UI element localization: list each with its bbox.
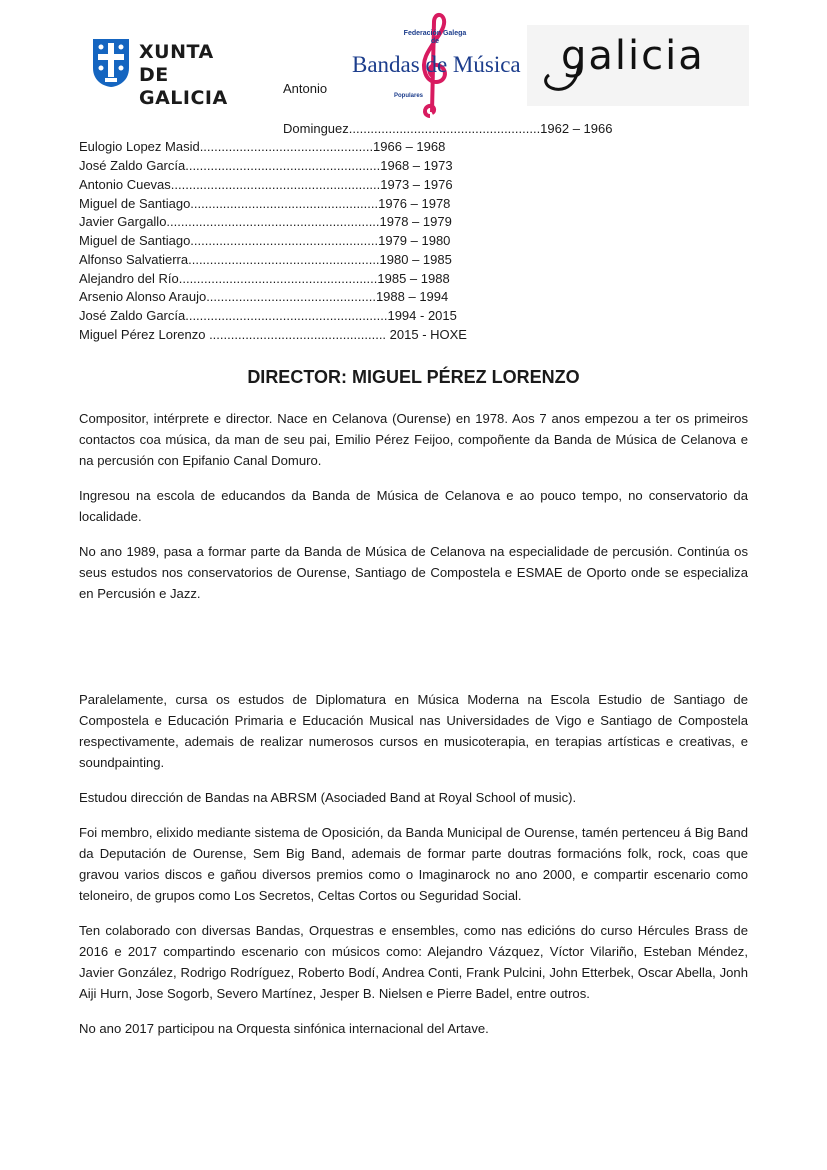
list-item: Miguel de Santiago....................................................1976 – 1978 — [79, 196, 451, 211]
list-item: Miguel Pérez Lorenzo ................................................. 2015 - HOXE — [79, 327, 467, 342]
bandas-federacion-text: Federación Galega de — [403, 30, 467, 45]
list-item: José Zaldo García........................................................1994 - 2015 — [79, 308, 457, 323]
paragraph: No ano 2017 participou na Orquesta sinfónica internacional del Artave. — [79, 1021, 489, 1036]
bandas-de-musica-logo — [350, 12, 521, 118]
list-item: Javier Gargallo...........................................................1978 – 1979 — [79, 214, 452, 229]
paragraph: Compositor, intérprete e director. Nace en Celanova (Ourense) en 1978. Aos 7 anos empezou a ter os primeiros contactos coa música, da man de seu pai, Emilio Pérez Feijoo, compoñente da Banda de Música de Celanova e na percusión con Epifanio Canal Domuro. — [79, 411, 748, 468]
list-item: Arsenio Alonso Araujo...............................................1988 – 1994 — [79, 289, 449, 304]
paragraph: Ingresou na escola de educandos da Banda de Música de Celanova e ao pouco tempo, no conservatorio da localidade. — [79, 488, 748, 524]
list-item: José Zaldo García......................................................1968 – 1973 — [79, 158, 453, 173]
list-item: Antonio — [283, 81, 328, 96]
xunta-line1: XUNTA — [139, 41, 214, 63]
list-item: Miguel de Santiago....................................................1979 – 1980 — [79, 233, 451, 248]
bandas-name-text: Bandas de Música — [352, 52, 521, 77]
list-item: Eulogio Lopez Masid................................................1966 – 1968 — [79, 139, 446, 154]
list-item: Alejandro del Río.......................................................1985 – 1988 — [79, 271, 450, 286]
bandas-populares-text: Populares — [394, 93, 424, 99]
xunta-shield-icon — [92, 38, 130, 88]
section-title: DIRECTOR: MIGUEL PÉREZ LORENZO — [247, 367, 580, 387]
xunta-line2: DE GALICIA — [139, 64, 228, 109]
galicia-logo-text: galicia — [561, 33, 705, 79]
galicia-logo — [527, 25, 749, 106]
paragraph: No ano 1989, pasa a formar parte da Banda de Música de Celanova na especialidade de percusión. Continúa os seus estudos nos conservatorios de Ourense, Santiago de Compostela e ESMAE de Oporto onde se especializa en Percusión e Jazz. — [79, 544, 748, 601]
list-item: Dominguez.....................................................1962 – 1966 — [283, 121, 613, 136]
paragraph: Estudou dirección de Bandas na ABRSM (Asociaded Band at Royal School of music). — [79, 790, 577, 805]
list-item: Antonio Cuevas..........................................................1973 – 1976 — [79, 177, 453, 192]
list-item: Alfonso Salvatierra.....................................................1980 – 1985 — [79, 252, 452, 267]
paragraph: Ten colaborado con diversas Bandas, Orquestras e ensembles, como nas edicións do curso Hércules Brass de 2016 e 2017 compartindo escenario con músicos como: Alejandro Vázquez, Víctor Vilariño, Esteban Méndez, Javier González, Rodrigo Rodríguez, Roberto Bodí, Andrea Conti, Frank Pulcini, John Etterbek, Oscar Abella, Jonh Aiji Hurn, Jose Sogorb, Severo Martínez, Jesper B. Nielsen e Pierre Badel, entre outros. — [79, 923, 748, 1001]
paragraph: Foi membro, elixido mediante sistema de Oposición, da Banda Municipal de Ourense, tamén pertenceu á Big Band da Deputación de Ourense, Sem Big Band, ademais de formar parte doutras formacións folk, rock, coas que gravou varios discos e gañou diversos premios como o Imaginarock no ano 2000, e compartir escenario como teloneiro, de grupos como Los Secretos, Celtas Cortos ou Seguridad Social. — [79, 825, 748, 903]
paragraph: Paralelamente, cursa os estudos de Diplomatura en Música Moderna na Escola Estudio de Santiago de Compostela e Educación Primaria e Educación Musical nas Universidades de Vigo e Santiago de Compostela respectivamente, ademais de realizar numerosos cursos en musicoterapia, en terapias artísticas e creativas, e soundpainting. — [79, 692, 748, 770]
xunta-de-galicia-logo — [92, 38, 252, 109]
xunta-logo-text — [139, 41, 252, 110]
